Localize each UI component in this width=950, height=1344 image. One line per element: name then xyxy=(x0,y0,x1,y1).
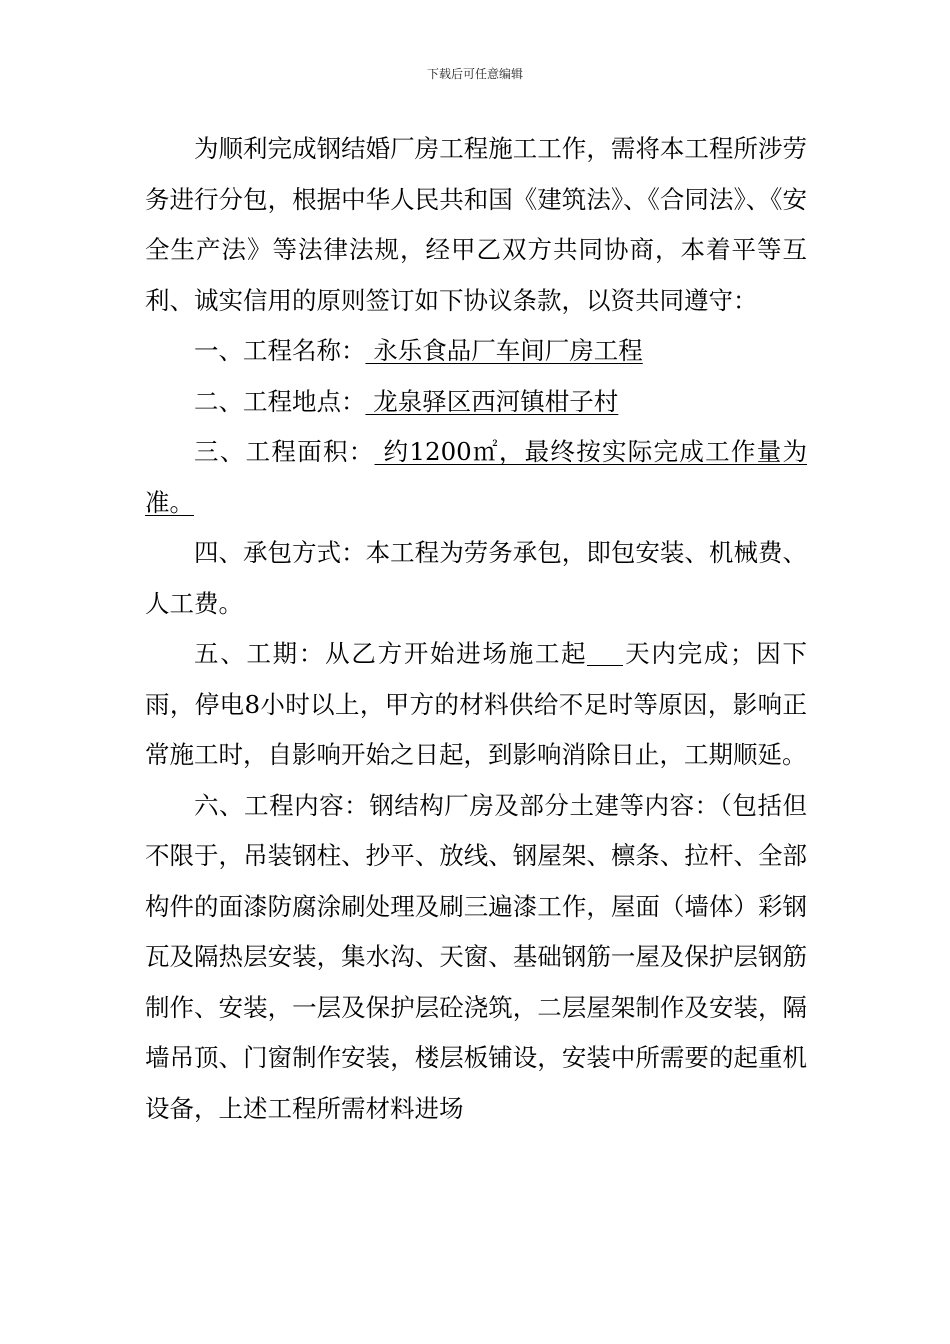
document-body xyxy=(145,124,807,1134)
clause-project-name xyxy=(145,326,807,377)
duration-text-after: 天内完成；因下雨，停电8小时以上，甲方的材料供给不足时等原因，影响正常施工时，自影响开始之日起，到影响消除日止，工期顺延。 xyxy=(145,639,808,769)
clause-contract-mode: 四、承包方式：本工程为劳务承包，即包安装、机械费、人工费。 xyxy=(145,538,807,618)
project-location-value: 龙泉驿区西河镇柑子村 xyxy=(365,386,619,416)
clause-label: 三、工程面积： xyxy=(194,437,375,466)
page-header-note: 下载后可任意编辑 xyxy=(426,67,523,81)
clause-work-content: 六、工程内容：钢结构厂房及部分土建等内容：（包括但不限于，吊装钢柱、抄平、放线、钢屋架、檩条、拉杆、全部构件的面漆防腐涂刷处理及刷三遍漆工作，屋面（墙体）彩钢瓦及隔热层安装，集水沟、天窗、基础钢筋一屋及保护层钢筋制作、安装，一层及保护层砼浇筑，二层屋架制作及安装，隔墙吊顶、门窗制作安装，楼层板铺设，安装中所需要的起重机设备，上述工程所需材料进场 xyxy=(145,790,807,1123)
duration-days-blank xyxy=(587,641,623,667)
duration-text-before: 五、工期：从乙方开始进场施工起 xyxy=(194,639,588,668)
intro-paragraph: 为顺利完成钢结婚厂房工程施工工作，需将本工程所涉劳务进行分包，根据中华人民共和国《建筑法》、《合同法》、《安全生产法》等法律法规，经甲乙双方共同协商，本着平等互利、诚实信用的原则签订如下协议条款，以资共同遵守： xyxy=(145,134,807,315)
clause-project-area xyxy=(145,427,807,528)
clause-project-location xyxy=(145,377,807,428)
clause-label: 二、工程地点： xyxy=(194,386,366,416)
clause-label: 一、工程名称： xyxy=(194,336,366,365)
clause-duration xyxy=(145,629,807,781)
project-name-value: 永乐食品厂车间厂房工程 xyxy=(365,336,643,365)
project-area-value: 约1200㎡，最终按实际完成工作量为准。 xyxy=(145,437,808,517)
